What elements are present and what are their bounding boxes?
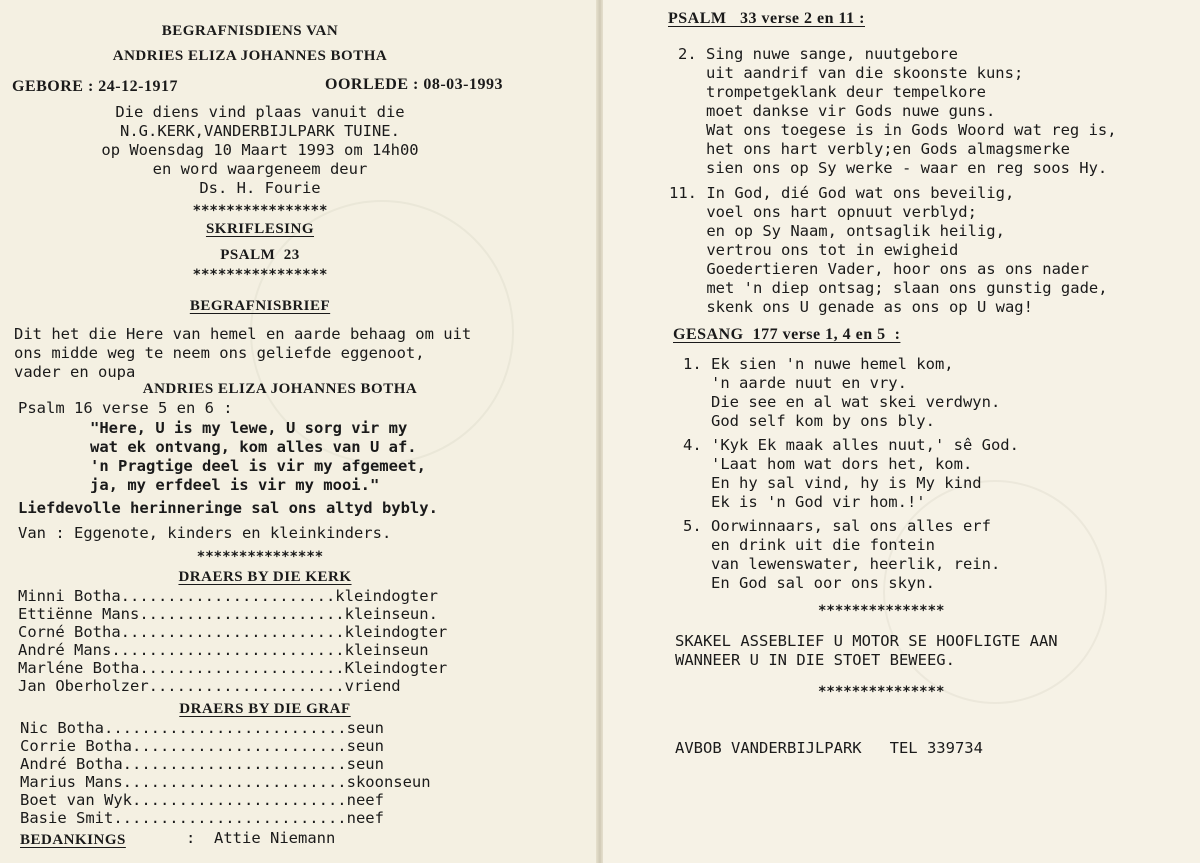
notice-line: SKAKEL ASSEBLIEF U MOTOR SE HOOFLIGTE AAN [675,632,1058,650]
star-divider: *************** [818,684,945,700]
deceased-name: ANDRIES ELIZA JOHANNES BOTHA [142,381,418,397]
grave-bearer-row: André Botha........................seun [20,755,384,773]
memory-line: Liefdevolle herinneringe sal ons altyd bybly. [18,499,438,517]
star-divider: *************** [818,603,945,619]
church-bearer-row: Corné Botha........................kleindogter [18,623,448,641]
grave-bearer-row: Basie Smit.........................neef [20,809,384,827]
psalm-verse-line: skenk ons U genade as ons op U wag! [669,298,1033,316]
psalm-verse-line: Wat ons toegese is in Gods Woord wat reg is, [678,121,1117,139]
left-page [0,0,598,863]
quote-line: wat ek ontvang, kom alles van U af. [90,438,417,456]
watermark [883,480,1107,704]
church-bearer-row: Minni Botha.......................kleindogter [18,587,438,605]
gesang-verse-line: En hy sal vind, hy is My kind [683,474,982,492]
psalm-verse-line: uit aandrif van die skoonste kuns; [678,64,1024,82]
gesang-verse-line: Ek is 'n God vir hom.!' [683,493,926,511]
psalm-verse-line: voel ons hart opnuut verblyd; [669,203,977,221]
quote-line: 'n Pragtige deel is vir my afgemeet, [90,457,426,475]
church-bearer-row: Jan Oberholzer.....................vriend [18,677,401,695]
quote-line: "Here, U is my lewe, U sorg vir my [90,419,408,437]
grave-bearer-row: Nic Botha..........................seun [20,719,384,737]
psalm-verse-line: trompetgeklank deur tempelkore [678,83,986,101]
gesang-verse-line: En God sal oor ons skyn. [683,574,935,592]
gesang-verse-line: en drink uit die fontein [683,536,935,554]
star-divider: **************** [192,203,328,219]
psalm-verse-line: het ons hart verbly;en Gods almagsmerke [678,140,1070,158]
church-bearer-row: Marléne Botha......................Kleindogter [18,659,448,677]
officiant-line: Ds. H. Fourie [199,179,321,197]
title-line-1: BEGRAFNISDIENS VAN [161,23,339,39]
grave-bearers-heading: DRAERS BY DIE GRAF [179,701,351,717]
birth-date: GEBORE : 24-12-1917 [12,78,178,95]
grave-bearer-row: Boet van Wyk.......................neef [20,791,384,809]
verse-reference: Psalm 16 verse 5 en 6 : [18,399,233,417]
gesang-verse-line: Die see en al wat skei verdwyn. [683,393,1001,411]
gesang-verse-line: 5. Oorwinnaars, sal ons alles erf [683,517,991,535]
thanks-name: : Attie Niemann [186,829,336,847]
gesang-verse-line: van lewenswater, heerlik, rein. [683,555,1001,573]
church-bearers-heading: DRAERS BY DIE KERK [178,569,352,585]
psalm-verse-line: 2. Sing nuwe sange, nuutgebore [678,45,958,63]
quote-line: ja, my erfdeel is vir my mooi." [90,476,380,494]
psalm-verse-line: moet dankse vir Gods nuwe guns. [678,102,996,120]
letter-heading: BEGRAFNISBRIEF [189,298,331,314]
reading-psalm: PSALM 23 [220,247,300,263]
letter-line: vader en oupa [14,363,136,381]
right-page [603,0,1200,863]
gesang-verse-line: 1. Ek sien 'n nuwe hemel kom, [683,355,954,373]
psalm-verse-line: sien ons op Sy werke - waar en reg soos Hy. [678,159,1108,177]
gesang-verse-line: 4. 'Kyk Ek maak alles nuut,' sê God. [683,436,1019,454]
service-line: op Woensdag 10 Maart 1993 om 14h00 [101,141,419,159]
psalm-verse-line: vertrou ons tot in ewigheid [669,241,959,259]
church-bearer-row: André Mans.........................kleinseun [18,641,429,659]
gesang-heading: GESANG 177 verse 1, 4 en 5 : [673,326,901,343]
psalm-verse-line: en op Sy Naam, ontsaglik heilig, [669,222,1005,240]
funeral-home-footer: AVBOB VANDERBIJLPARK TEL 339734 [675,739,983,757]
service-line: Die diens vind plaas vanuit die [115,103,405,121]
death-date: OORLEDE : 08-03-1993 [325,76,503,93]
psalm-verse-line: met 'n diep ontsag; slaan ons gunstig gade, [669,279,1108,297]
letter-line: ons midde weg te neem ons geliefde eggenoot, [14,344,425,362]
from-line: Van : Eggenote, kinders en kleinkinders. [18,524,392,542]
service-line: en word waargeneem deur [152,160,368,178]
star-divider: *************** [196,549,324,565]
deceased-name-title: ANDRIES ELIZA JOHANNES BOTHA [112,48,388,64]
reading-heading: SKRIFLESING [205,221,315,237]
letter-line: Dit het die Here van hemel en aarde behaag om uit [14,325,472,343]
gesang-verse-line: 'n aarde nuut en vry. [683,374,907,392]
psalm-verse-line: 11. In God, dié God wat ons beveilig, [669,184,1015,202]
service-line: N.G.KERK,VANDERBIJLPARK TUINE. [120,122,400,140]
church-bearer-row: Ettiënne Mans......................kleinseun. [18,605,438,623]
thanks-label: BEDANKINGS [20,832,126,848]
psalm-verse-line: Goedertieren Vader, hoor ons as ons nader [669,260,1089,278]
psalm-heading: PSALM 33 verse 2 en 11 : [668,10,865,27]
star-divider: **************** [192,267,328,283]
notice-line: WANNEER U IN DIE STOET BEWEEG. [675,651,955,669]
grave-bearer-row: Marius Mans........................skoonseun [20,773,431,791]
grave-bearer-row: Corrie Botha.......................seun [20,737,384,755]
gesang-verse-line: 'Laat hom wat dors het, kom. [683,455,973,473]
gesang-verse-line: God self kom by ons bly. [683,412,935,430]
